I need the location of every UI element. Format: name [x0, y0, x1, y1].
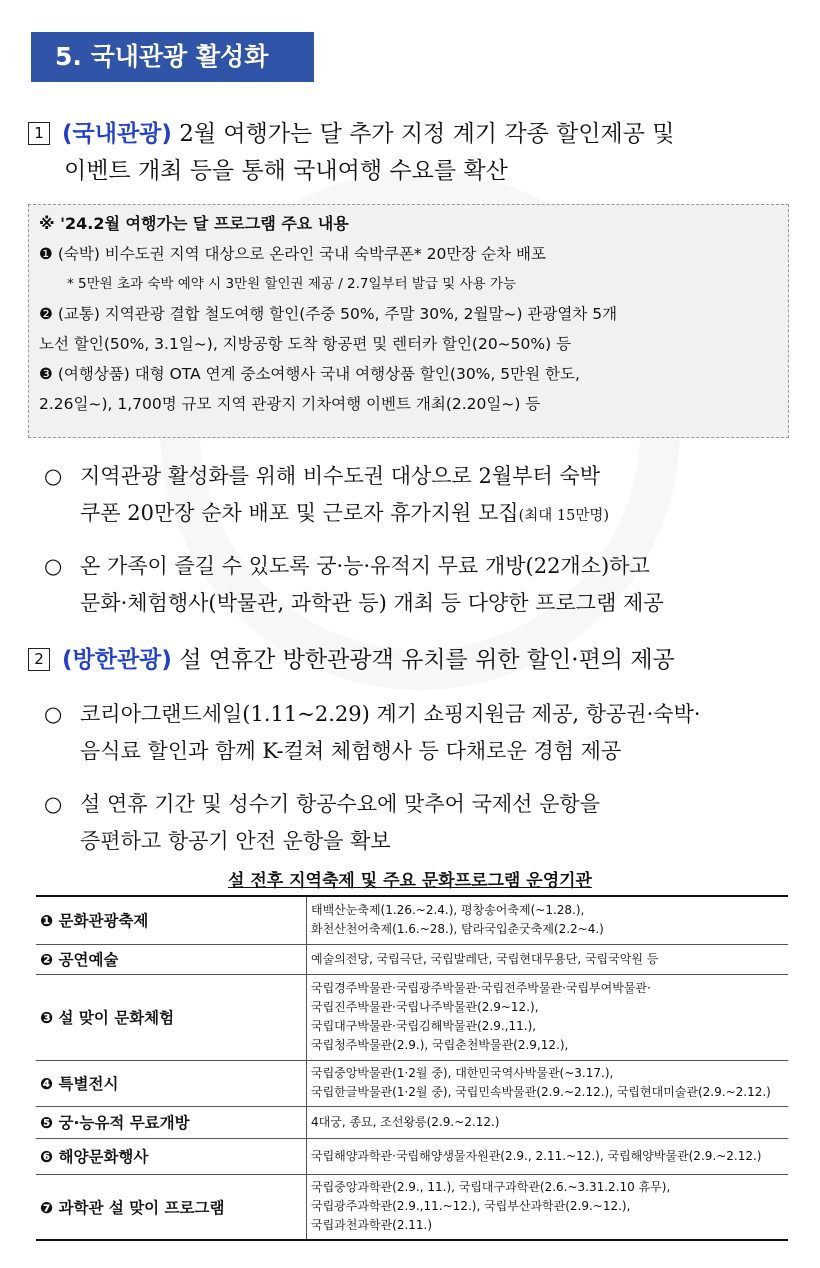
- bullet-text: 지역관광 활성화를 위해 비수도권 대상으로 2월부터 숙박: [80, 464, 600, 488]
- bullet-item: [44, 786, 796, 860]
- box-item-travel: ❸ (여행상품) 대형 OTA 연계 중소여행사 국내 여행상품 할인(30%, 5만원 한도,: [39, 365, 580, 383]
- section-number: 2: [28, 648, 50, 671]
- section-text: 2월 여행가는 달 추가 지정 계기 각종 할인제공 및: [171, 121, 675, 147]
- org-line: 국립청주박물관(2.9.), 국립춘천박물관(2.9,12.),: [311, 1038, 569, 1052]
- org-line: 태백산눈축제(1.26.~2.4.), 평창송어축제(~1.28.),: [311, 903, 585, 918]
- row-orgs: [307, 944, 789, 974]
- bullet-item: [44, 696, 796, 770]
- bullet-text-cont: 쿠폰 20만장 순차 배포 및 근로자 휴가지원 모집: [80, 501, 519, 525]
- row-name: ❷ 공연예술: [36, 944, 307, 974]
- org-line: 국립광주과학관(2.9.,11.~12.), 국립부산과학관(2.9.~12.),: [311, 1199, 631, 1214]
- bullet-item: [44, 548, 796, 622]
- program-box: [28, 204, 789, 438]
- row-orgs: [307, 1060, 789, 1106]
- org-line: 화천산천어축제(1.6.~28.), 탐라국입춘굿축제(2.2~4.): [311, 922, 604, 937]
- section-banner: 5. 국내관광 활성화: [31, 32, 314, 82]
- section-2: [28, 642, 798, 679]
- box-item-transport: ❷ (교통) 지역관광 결합 철도여행 할인(주중 50%, 주말 30%, 2월말~) 관광열차 5개: [39, 305, 618, 323]
- bullet-text-cont: 문화·체험행사(박물관, 과학관 등) 개최 등 다양한 프로그램 제공: [80, 591, 664, 615]
- row-orgs: [307, 1174, 789, 1240]
- section-tag: (국내관광): [62, 121, 172, 147]
- table-row: [36, 1106, 788, 1138]
- org-line: 국립대구박물관·국립김해박물관(2.9.,11.),: [311, 1019, 537, 1033]
- org-line: 국립한글박물관(1·2월 중), 국립민속박물관(2.9.~2.12.), 국립현대미술관(2.9.~2.12.): [311, 1085, 771, 1099]
- bullet-note: (최대 15만명): [518, 508, 610, 524]
- table-title: 설 전후 지역축제 및 주요 문화프로그램 운영기관: [228, 871, 592, 891]
- table-row: [36, 974, 788, 1060]
- bullet-text-cont: 음식료 할인과 함께 K-컬쳐 체험행사 등 다채로운 경험 제공: [80, 739, 622, 763]
- box-item-lodging: ❶ (숙박) 비수도권 지역 대상으로 온라인 국내 숙박쿠폰* 20만장 순차 배포: [39, 245, 547, 263]
- table-row: [36, 896, 788, 944]
- org-line: 국립중앙박물관(1·2월 중), 대한민국역사박물관(~3.17.),: [311, 1066, 614, 1080]
- row-name: ❸ 설 맞이 문화체험: [36, 974, 307, 1060]
- bullet-text: 설 연휴 기간 및 성수기 항공수요에 맞추어 국제선 운항을: [80, 792, 600, 816]
- org-line: 국립경주박물관·국립광주박물관·국립전주박물관·국립부여박물관·: [311, 981, 651, 995]
- row-orgs: [307, 974, 789, 1060]
- org-line: 국립해양과학관·국립해양생물자원관(2.9., 2.11.~12.), 국립해양박물관(2.9.~2.12.): [311, 1148, 762, 1163]
- bullet-item: [44, 458, 796, 535]
- org-line: 국립진주박물관·국립나주박물관(2.9~12.),: [311, 1000, 539, 1014]
- bullet-text: 코리아그랜드세일(1.11~2.29) 계기 쇼핑지원금 제공, 항공권·숙박·: [80, 702, 701, 726]
- row-orgs: [307, 1106, 789, 1138]
- bullet-text: 온 가족이 즐길 수 있도록 궁·능·유적지 무료 개방(22개소)하고: [80, 554, 650, 578]
- row-name: ❶ 문화관광축제: [36, 896, 307, 944]
- bullet-text-cont: 증편하고 항공기 안전 운항을 확보: [80, 829, 391, 853]
- section-text: 설 연휴간 방한관광객 유치를 위한 할인·편의 제공: [171, 647, 675, 673]
- section-number: 1: [28, 122, 50, 145]
- box-item-note: * 5만원 초과 숙박 예약 시 3만원 할인권 제공 / 2.7일부터 발급 및 사용 가능: [67, 276, 517, 292]
- section-1: [28, 116, 798, 190]
- org-line: 국립중앙과학관(2.9., 11.), 국립대구과학관(2.6.~3.31.2.10 휴무),: [311, 1180, 671, 1195]
- table-row: [36, 1138, 788, 1174]
- section-tag: (방한관광): [62, 647, 172, 673]
- bullet-dot: ○: [44, 464, 63, 488]
- table-row: [36, 1060, 788, 1106]
- row-orgs: [307, 1138, 789, 1174]
- row-name: ❹ 특별전시: [36, 1060, 307, 1106]
- table-row: [36, 1174, 788, 1240]
- row-orgs: [307, 896, 789, 944]
- table-row: [36, 944, 788, 974]
- box-item-travel-cont: 2.26일~), 1,700명 규모 지역 관광지 기차여행 이벤트 개최(2.20일~) 등: [39, 395, 541, 413]
- row-name: ❻ 해양문화행사: [36, 1138, 307, 1174]
- row-name: ❼ 과학관 설 맞이 프로그램: [36, 1174, 307, 1240]
- box-title: ※ '24.2월 여행가는 달 프로그램 주요 내용: [39, 214, 349, 233]
- org-line: 4대궁, 종묘, 조선왕릉(2.9.~2.12.): [311, 1114, 500, 1129]
- bullet-dot: ○: [44, 702, 63, 726]
- org-line: 국립과천과학관(2.11.): [311, 1218, 433, 1233]
- section-text-cont: 이벤트 개최 등을 통해 국내여행 수요를 확산: [64, 158, 508, 184]
- box-item-transport-cont: 노선 할인(50%, 3.1일~), 지방공항 도착 항공편 및 렌터카 할인(20~50%) 등: [39, 335, 572, 353]
- row-name: ❺ 궁·능유적 무료개방: [36, 1106, 307, 1138]
- festival-table: [36, 895, 788, 1241]
- bullet-dot: ○: [44, 792, 63, 816]
- org-line: 예술의전당, 국립극단, 국립발레단, 국립현대무용단, 국립국악원 등: [311, 951, 659, 966]
- bullet-dot: ○: [44, 554, 63, 578]
